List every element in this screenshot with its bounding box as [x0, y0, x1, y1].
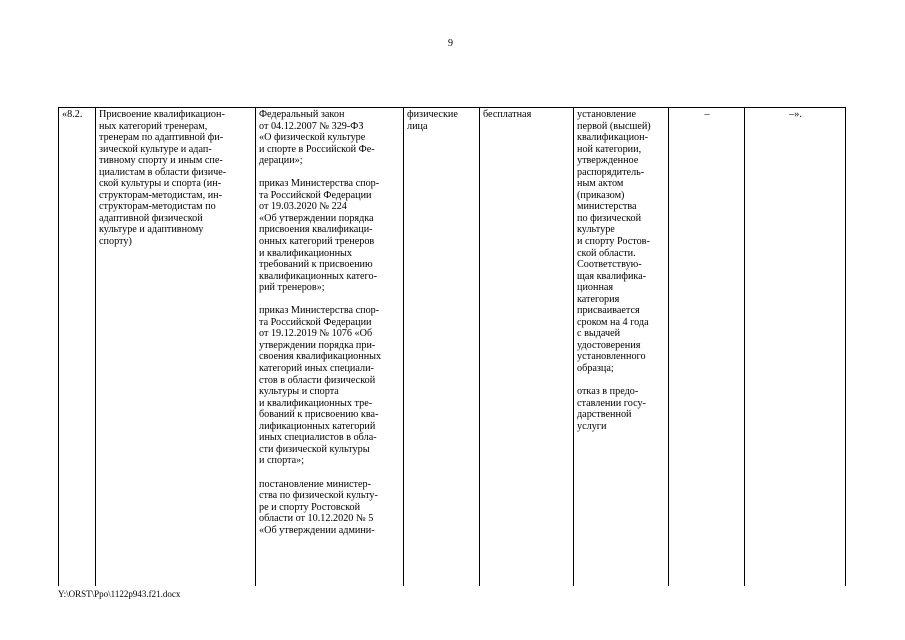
column-8-cell — [745, 108, 846, 587]
applicants-cell — [404, 108, 480, 587]
applicants: физические лица — [407, 109, 458, 132]
column-7-value: – — [704, 109, 710, 120]
service-name: Присвоение квалификацион- ных категорий тренерам, тренерам по адаптивной фи- зической культуре и адап- тивному спорту и иным спе- циалистам в области физиче- ской культуры и спорта (ин- структорам-методистам, ин- структорам-методистам по адаптивной физической культуре и адаптивному спорту) — [99, 109, 227, 248]
legal-basis-cell — [256, 108, 404, 587]
result-cell — [574, 108, 669, 587]
page-number: 9 — [448, 38, 453, 49]
table-row — [59, 108, 846, 587]
legal-basis: Федеральный закон от 04.12.2007 № 329-ФЗ «О физической культуре и спорте в Российской Фе- дерации»; приказ Министерства спор- та Российской Федерации от 19.03.2020 № 224 «Об утверждении порядка присвоения квалификаци- онных категорий тренеров и квалификационных требований к присвоению квалификационных катего- рий тренеров»; приказ Министерства спор- та Российской Федерации от 19.12.2019 № 1076 «Об утверждении порядка при- своения квалификационных категорий иных специали- стов в области физической культуры и спорта и квалификационных тре- бований к присвоению ква- лификационных категорий иных специалистов в обла- сти физической культуры и спорта»; постановление министер- ства по физической культу- ре и спорту Ростовской области от 10.12.2020 № 5 «Об утверждении админи- — [259, 109, 382, 536]
footer-file-path: Y:\ORST\Ppo\1122p943.f21.docx — [58, 589, 181, 599]
services-table — [58, 107, 846, 586]
row-number-cell — [59, 108, 96, 587]
service-name-cell — [96, 108, 256, 587]
row-number: «8.2. — [62, 109, 83, 120]
result: установление первой (высшей) квалификацион- ной категории, утвержденное распорядитель- ным актом (приказом) министерства по физической культуре и спорту Ростов- ской области. Соответствую- щая квалифика- ционная категория присваивается сроком на 4 года с выдачей удостоверения установленного образца; отказ в предо- ставлении госу- дарственной услуги — [577, 109, 651, 432]
payment-cell — [480, 108, 574, 587]
column-7-cell — [669, 108, 745, 587]
column-8-value: –». — [789, 109, 802, 120]
payment: бесплатная — [483, 109, 532, 120]
